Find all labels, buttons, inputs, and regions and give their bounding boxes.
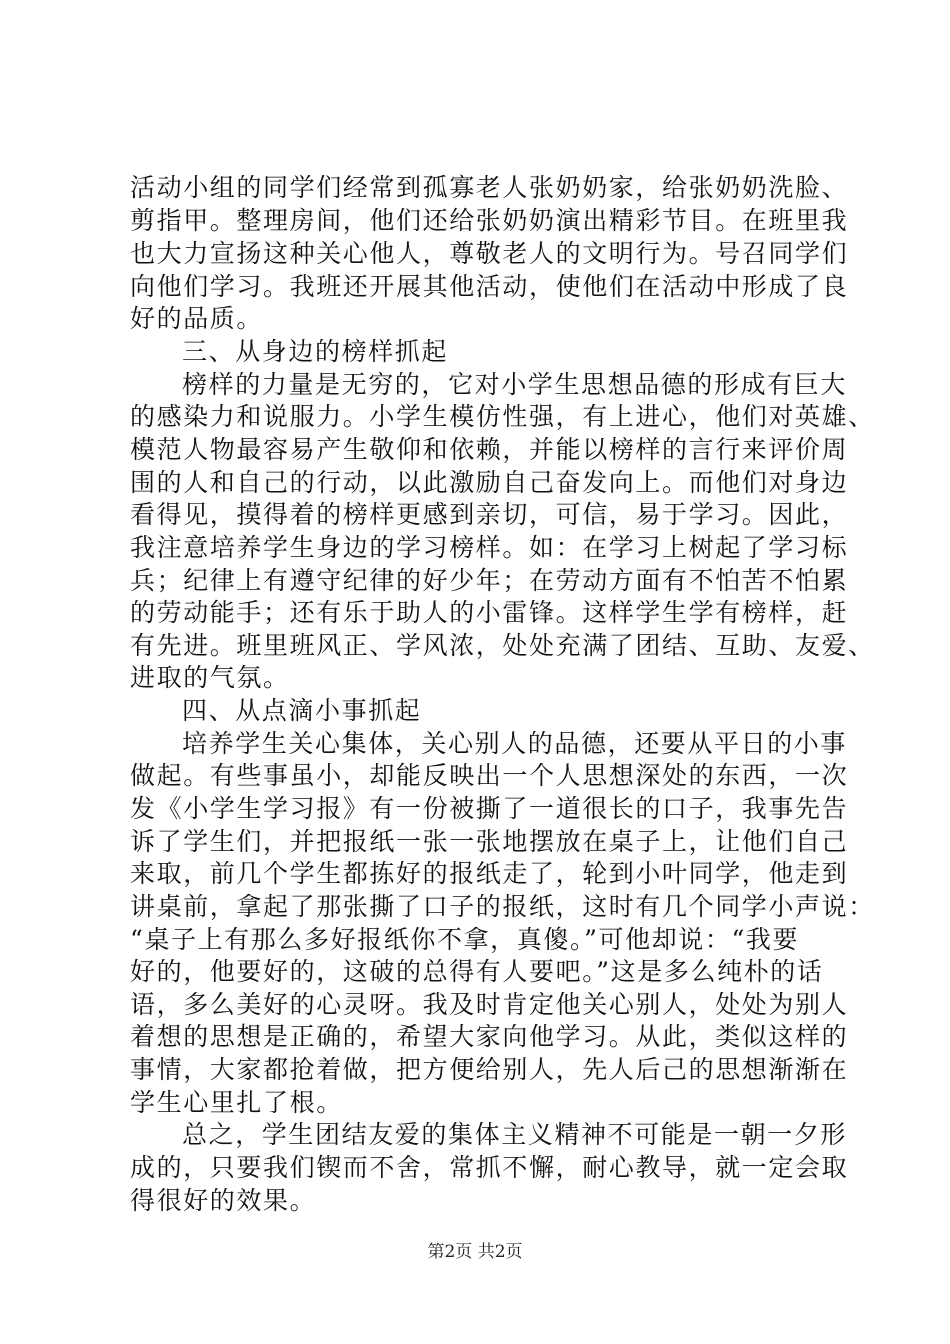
- text-line: 有先进。班里班风正、学风浓，处处充满了团结、互助、友爱、: [130, 631, 875, 660]
- text-line: 总之，学生团结友爱的集体主义精神不可能是一朝一夕形: [182, 1120, 848, 1149]
- text-line: 讲桌前，拿起了那张撕了口子的报纸，这时有几个同学小声说：: [130, 892, 875, 921]
- section-heading: 三、从身边的榜样抓起: [182, 337, 449, 366]
- text-line: 我注意培养学生身边的学习榜样。如：在学习上树起了学习标: [130, 533, 849, 562]
- text-line: 语，多么美好的心灵呀。我及时肯定他关心别人，处处为别人: [130, 990, 849, 1019]
- text-line: 得很好的效果。: [130, 1186, 317, 1215]
- section-heading: 四、从点滴小事抓起: [182, 696, 422, 725]
- text-line: 好的品质。: [130, 304, 264, 333]
- text-line: 来取，前几个学生都拣好的报纸走了，轮到小叶同学，他走到: [130, 859, 849, 888]
- text-line: 诉了学生们，并把报纸一张一张地摆放在桌子上，让他们自己: [130, 827, 849, 856]
- text-line: 也大力宣扬这种关心他人，尊敬老人的文明行为。号召同学们: [130, 239, 849, 268]
- text-line: 剪指甲。整理房间，他们还给张奶奶演出精彩节目。在班里我: [130, 206, 849, 235]
- text-line: 事情，大家都抢着做，把方便给别人，先人后己的思想渐渐在: [130, 1055, 849, 1084]
- text-line: 向他们学习。我班还开展其他活动，使他们在活动中形成了良: [130, 272, 849, 301]
- text-line: 兵；纪律上有遵守纪律的好少年；在劳动方面有不怕苦不怕累: [130, 566, 849, 595]
- text-line: 看得见，摸得着的榜样更感到亲切，可信，易于学习。因此，: [130, 500, 849, 529]
- page-footer: 第2页 共2页: [427, 1242, 523, 1262]
- text-line: 着想的思想是正确的，希望大家向他学习。从此，类似这样的: [130, 1022, 849, 1051]
- text-line: 学生心里扎了根。: [130, 1088, 343, 1117]
- text-line: 的感染力和说服力。小学生模仿性强，有上进心，他们对英雄、: [130, 402, 875, 431]
- text-line: 好的，他要好的，这破的总得有人要吧。”这是多么纯朴的话: [130, 957, 824, 986]
- text-line: 培养学生关心集体，关心别人的品德，还要从平日的小事: [182, 729, 848, 758]
- text-line: 进取的气氛。: [130, 663, 290, 692]
- text-line: 发《小学生学习报》有一份被撕了一道很长的口子，我事先告: [130, 794, 849, 823]
- text-line: 围的人和自己的行动，以此激励自己奋发向上。而他们对身边: [130, 468, 849, 497]
- text-line: “桌子上有那么多好报纸你不拿，真傻。”可他却说：“我要: [130, 925, 800, 954]
- text-line: 做起。有些事虽小，却能反映出一个人思想深处的东西，一次: [130, 761, 849, 790]
- text-line: 模范人物最容易产生敬仰和依赖，并能以榜样的言行来评价周: [130, 435, 849, 464]
- text-line: 成的，只要我们锲而不舍，常抓不懈，耐心教导，就一定会取: [130, 1153, 849, 1182]
- text-line: 的劳动能手；还有乐于助人的小雷锋。这样学生学有榜样，赶: [130, 598, 849, 627]
- text-line: 榜样的力量是无穷的，它对小学生思想品德的形成有巨大: [182, 370, 848, 399]
- text-line: 活动小组的同学们经常到孤寡老人张奶奶家，给张奶奶洗脸、: [130, 173, 849, 202]
